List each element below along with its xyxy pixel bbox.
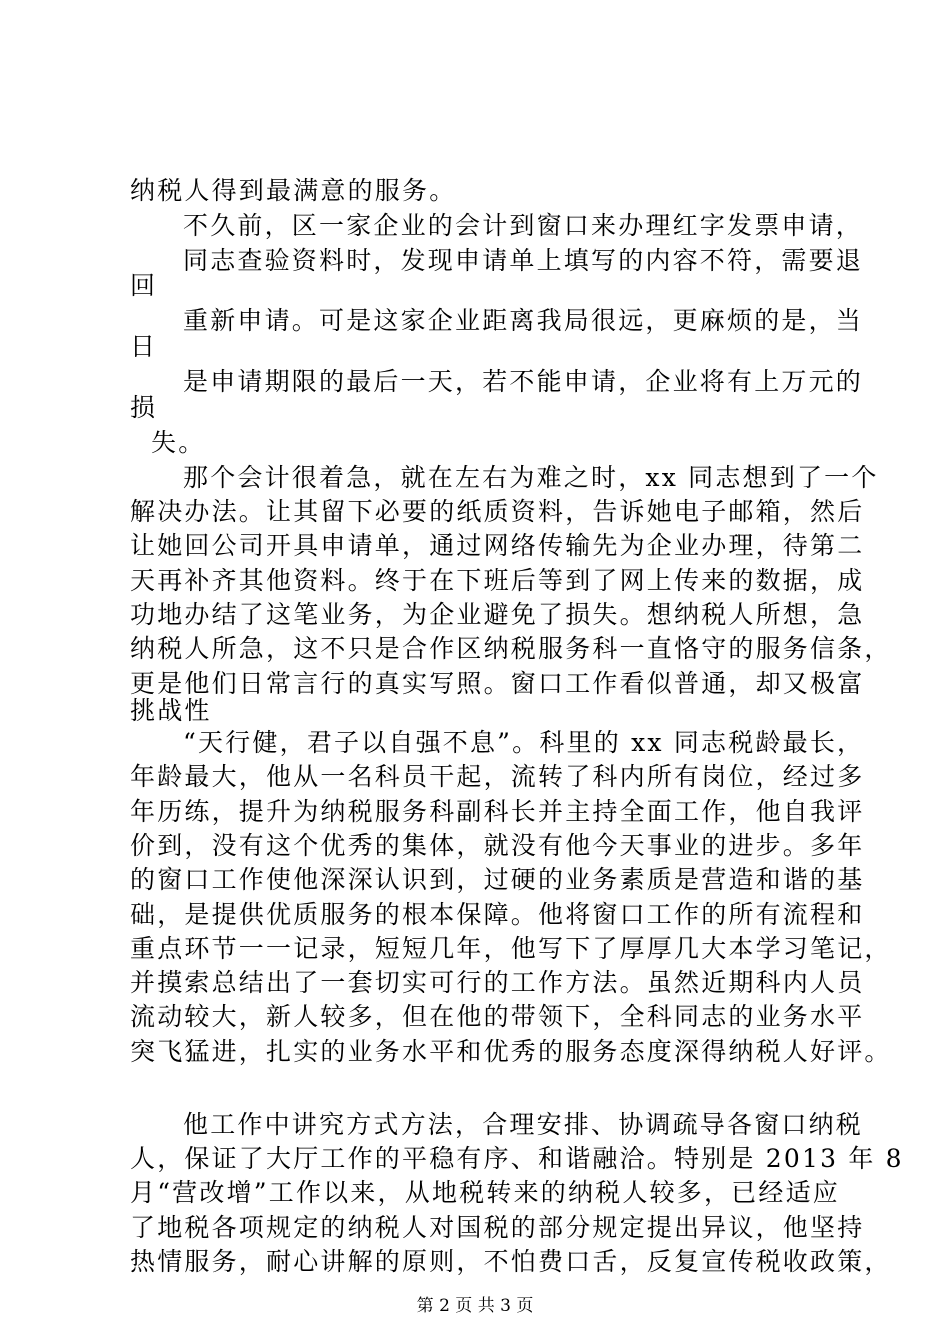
text-line: 了地税各项规定的纳税人对国税的部分规定提出异议，他坚持: [130, 1213, 865, 1242]
text-line: 年历练，提升为纳税服务科副科长并主持全面工作，他自我评: [130, 797, 865, 826]
page-number: 第 2 页 共 3 页: [416, 1296, 534, 1316]
text-line: 损: [130, 393, 158, 422]
text-line: “天行健，君子以自强不息”。科里的 xx 同志税龄最长，: [183, 728, 865, 757]
text-line: 月“营改增”工作以来，从地税转来的纳税人较多，已经适应: [130, 1178, 840, 1207]
text-line: 是申请期限的最后一天，若不能申请，企业将有上万元的: [183, 367, 864, 396]
text-line: 础，是提供优质服务的根本保障。他将窗口工作的所有流程和: [130, 900, 865, 929]
text-line: 并摸索总结出了一套切实可行的工作方法。虽然近期科内人员: [130, 968, 865, 997]
text-line: 突飞猛进，扎实的业务水平和优秀的服务态度深得纳税人好评。: [130, 1037, 892, 1066]
text-line: 价到，没有这个优秀的集体，就没有他今天事业的进步。多年: [130, 831, 865, 860]
text-line: 重新申请。可是这家企业距离我局很远，更麻烦的是，当: [183, 306, 864, 335]
text-line: 日: [130, 332, 158, 361]
text-line: 人，保证了大厅工作的平稳有序、和谐融洽。特别是 2013 年 8: [130, 1144, 904, 1173]
text-line: 纳税人所急，这不只是合作区纳税服务科一直恪守的服务信条，: [130, 634, 892, 663]
text-line: 更是他们日常言行的真实写照。窗口工作看似普通，却又极富: [130, 669, 865, 698]
text-line: 热情服务，耐心讲解的原则，不怕费口舌，反复宣传税收政策，: [130, 1247, 892, 1276]
text-line: 年龄最大，他从一名科员干起，流转了科内所有岗位，经过多: [130, 762, 865, 791]
text-line: 纳税人得到最满意的服务。: [130, 176, 457, 205]
text-line: 天再补齐其他资料。终于在下班后等到了网上传来的数据，成: [130, 566, 865, 595]
text-line: 回: [130, 271, 158, 300]
text-line: 让她回公司开具申请单，通过网络传输先为企业办理，待第二: [130, 531, 865, 560]
text-line: 挑战性: [130, 696, 212, 725]
text-line: 失。: [151, 428, 206, 457]
text-line: 解决办法。让其留下必要的纸质资料，告诉她电子邮箱，然后: [130, 497, 865, 526]
text-line: 流动较大，新人较多，但在他的带领下，全科同志的业务水平: [130, 1002, 865, 1031]
text-line: 重点环节一一记录，短短几年，他写下了厚厚几大本学习笔记，: [130, 934, 892, 963]
text-line: 的窗口工作使他深深认识到，过硬的业务素质是营造和谐的基: [130, 865, 865, 894]
text-line: 不久前，区一家企业的会计到窗口来办理红字发票申请，: [183, 211, 864, 240]
text-line: 他工作中讲究方式方法，合理安排、协调疏导各窗口纳税: [183, 1110, 864, 1139]
text-line: 同志查验资料时，发现申请单上填写的内容不符，需要退: [183, 246, 864, 275]
text-line: 功地办结了这笔业务，为企业避免了损失。想纳税人所想，急: [130, 600, 865, 629]
text-line: 那个会计很着急，就在左右为难之时，xx 同志想到了一个: [183, 463, 879, 492]
